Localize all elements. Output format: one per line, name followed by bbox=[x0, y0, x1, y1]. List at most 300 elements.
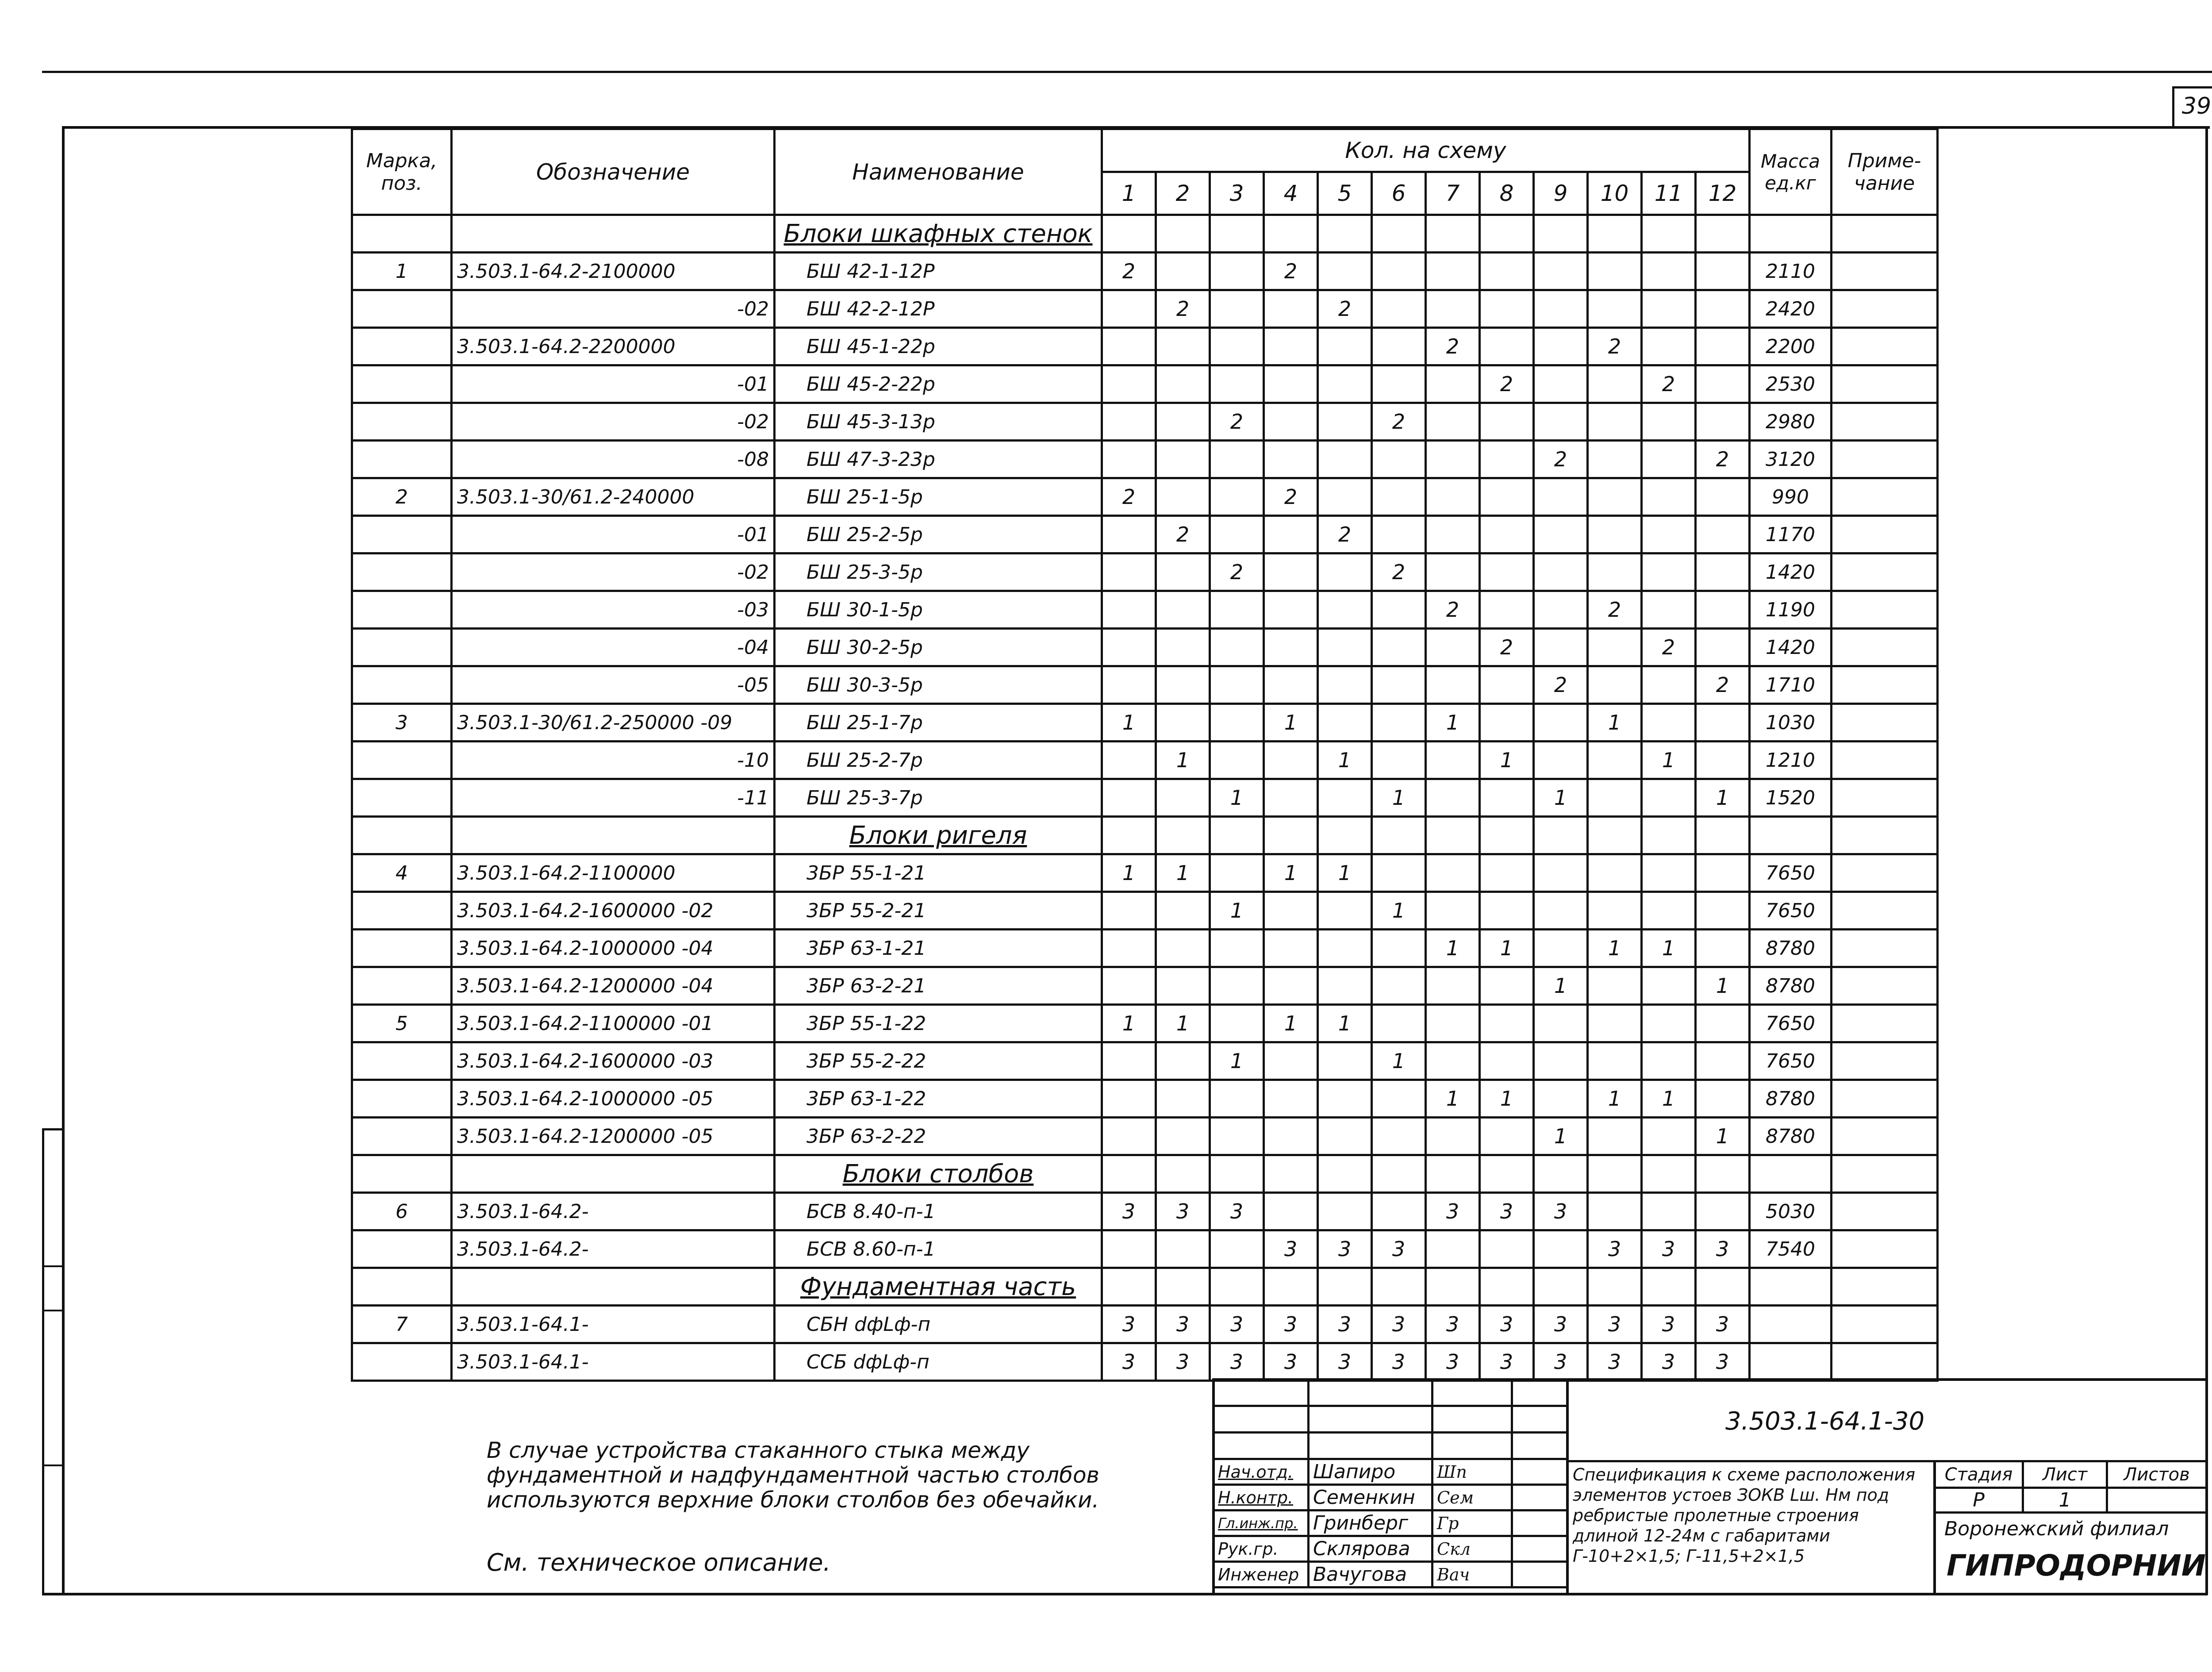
empty-cell bbox=[1642, 1155, 1696, 1193]
mass-cell: 1030 bbox=[1750, 704, 1832, 742]
header-mass: Масса ед.кг bbox=[1750, 129, 1832, 215]
note-cell bbox=[1832, 591, 1938, 629]
qty-cell: 3 bbox=[1588, 1230, 1642, 1268]
qty-cell bbox=[1318, 666, 1372, 704]
qty-cell: 3 bbox=[1102, 1306, 1156, 1343]
qty-cell: 1 bbox=[1156, 854, 1210, 892]
empty-cell bbox=[1588, 817, 1642, 854]
qty-cell bbox=[1696, 930, 1750, 967]
mass-cell: 8780 bbox=[1750, 1080, 1832, 1118]
frame-bottom bbox=[42, 1593, 2208, 1595]
empty-cell bbox=[1642, 215, 1696, 253]
note-cell bbox=[1832, 967, 1938, 1005]
qty-cell bbox=[1480, 1118, 1534, 1155]
qty-cell: 3 bbox=[1534, 1306, 1588, 1343]
scheme-number-cell: 5 bbox=[1318, 172, 1372, 215]
table-row bbox=[352, 1080, 1938, 1118]
role-name: Семенкин bbox=[1309, 1485, 1432, 1511]
qty-cell bbox=[1642, 516, 1696, 553]
qty-cell bbox=[1426, 253, 1480, 290]
empty-cell bbox=[1210, 215, 1264, 253]
qty-cell bbox=[1318, 1080, 1372, 1118]
qty-cell bbox=[1642, 253, 1696, 290]
qty-cell bbox=[1318, 553, 1372, 591]
qty-cell bbox=[1426, 742, 1480, 779]
table-row bbox=[352, 666, 1938, 704]
empty-cell bbox=[1156, 215, 1210, 253]
note-cell bbox=[1832, 441, 1938, 478]
designation-cell: 3.503.1-64.2-1100000 -01 bbox=[452, 1005, 775, 1042]
name-cell: БШ 25-1-5р bbox=[775, 478, 1102, 516]
empty-cell bbox=[1318, 817, 1372, 854]
qty-cell: 1 bbox=[1588, 704, 1642, 742]
scheme-number-cell: 2 bbox=[1156, 172, 1210, 215]
qty-cell: 3 bbox=[1210, 1193, 1264, 1230]
role-label: Инженер bbox=[1214, 1562, 1309, 1587]
qty-cell bbox=[1372, 591, 1426, 629]
qty-cell: 3 bbox=[1480, 1193, 1534, 1230]
empty-cell bbox=[1156, 817, 1210, 854]
empty-cell bbox=[1588, 215, 1642, 253]
qty-cell bbox=[1696, 403, 1750, 441]
qty-cell bbox=[1642, 666, 1696, 704]
mark-cell: 1 bbox=[352, 253, 452, 290]
qty-cell: 3 bbox=[1426, 1306, 1480, 1343]
mark-cell bbox=[352, 1042, 452, 1080]
qty-cell: 1 bbox=[1480, 742, 1534, 779]
note-cell bbox=[1832, 854, 1938, 892]
qty-cell bbox=[1426, 290, 1480, 328]
qty-cell bbox=[1480, 591, 1534, 629]
qty-cell bbox=[1588, 253, 1642, 290]
qty-cell bbox=[1480, 328, 1534, 365]
scheme-number-cell: 9 bbox=[1534, 172, 1588, 215]
empty-cell bbox=[1750, 215, 1832, 253]
qty-cell bbox=[1534, 930, 1588, 967]
qty-cell bbox=[1372, 854, 1426, 892]
role-row bbox=[1214, 1562, 1567, 1587]
qty-cell bbox=[1318, 629, 1372, 666]
qty-cell bbox=[1210, 290, 1264, 328]
qty-cell bbox=[1156, 591, 1210, 629]
qty-cell bbox=[1318, 967, 1372, 1005]
qty-cell bbox=[1696, 892, 1750, 930]
qty-cell bbox=[1426, 666, 1480, 704]
table-row bbox=[352, 290, 1938, 328]
mark-cell bbox=[352, 779, 452, 817]
section-row bbox=[352, 215, 1938, 253]
qty-cell bbox=[1588, 516, 1642, 553]
table-row bbox=[352, 403, 1938, 441]
qty-cell: 3 bbox=[1156, 1306, 1210, 1343]
empty-cell bbox=[1696, 1268, 1750, 1306]
name-cell: БШ 45-2-22р bbox=[775, 365, 1102, 403]
qty-cell bbox=[1264, 930, 1318, 967]
qty-cell bbox=[1318, 441, 1372, 478]
qty-cell bbox=[1102, 629, 1156, 666]
qty-cell bbox=[1210, 930, 1264, 967]
qty-cell bbox=[1372, 1193, 1426, 1230]
qty-cell: 3 bbox=[1264, 1306, 1318, 1343]
designation-cell: -11 bbox=[452, 779, 775, 817]
qty-cell bbox=[1264, 1193, 1318, 1230]
qty-cell bbox=[1426, 403, 1480, 441]
qty-cell bbox=[1102, 1230, 1156, 1268]
mark-cell bbox=[352, 629, 452, 666]
qty-cell bbox=[1588, 441, 1642, 478]
signature-table bbox=[1212, 1378, 1568, 1588]
qty-cell: 1 bbox=[1696, 779, 1750, 817]
mark-cell bbox=[352, 666, 452, 704]
table-row bbox=[352, 1230, 1938, 1268]
qty-cell: 2 bbox=[1264, 253, 1318, 290]
qty-cell bbox=[1372, 1118, 1426, 1155]
qty-cell bbox=[1318, 591, 1372, 629]
role-row bbox=[1214, 1459, 1567, 1485]
qty-cell bbox=[1642, 290, 1696, 328]
mark-cell bbox=[352, 328, 452, 365]
qty-cell: 1 bbox=[1696, 967, 1750, 1005]
mark-cell: 4 bbox=[352, 854, 452, 892]
designation-cell: 3.503.1-64.2-2100000 bbox=[452, 253, 775, 290]
qty-cell bbox=[1102, 591, 1156, 629]
empty-cell bbox=[1642, 817, 1696, 854]
scheme-number-cell: 11 bbox=[1642, 172, 1696, 215]
qty-cell bbox=[1534, 1230, 1588, 1268]
mass-cell: 7540 bbox=[1750, 1230, 1832, 1268]
designation-cell: -02 bbox=[452, 290, 775, 328]
left-strip-mid3 bbox=[42, 1464, 64, 1466]
name-cell: БШ 42-2-12Р bbox=[775, 290, 1102, 328]
empty-cell bbox=[1426, 1268, 1480, 1306]
table-row bbox=[352, 704, 1938, 742]
note-cell bbox=[1832, 516, 1938, 553]
name-cell: 3БР 55-2-21 bbox=[775, 892, 1102, 930]
qty-cell: 2 bbox=[1318, 516, 1372, 553]
empty-cell bbox=[1318, 1268, 1372, 1306]
designation-cell: 3.503.1-64.2- bbox=[452, 1193, 775, 1230]
qty-cell: 1 bbox=[1156, 742, 1210, 779]
empty-cell bbox=[1588, 1155, 1642, 1193]
table-row bbox=[352, 1042, 1938, 1080]
name-cell: БШ 47-3-23р bbox=[775, 441, 1102, 478]
qty-cell bbox=[1156, 629, 1210, 666]
qty-cell: 2 bbox=[1156, 516, 1210, 553]
mass-cell: 2110 bbox=[1750, 253, 1832, 290]
note-cell bbox=[1832, 742, 1938, 779]
section-title: Блоки столбов bbox=[775, 1155, 1102, 1193]
empty-cell bbox=[1480, 1268, 1534, 1306]
qty-cell bbox=[1588, 290, 1642, 328]
designation-cell: 3.503.1-64.1- bbox=[452, 1306, 775, 1343]
mark-cell bbox=[352, 403, 452, 441]
name-cell: БШ 30-3-5р bbox=[775, 666, 1102, 704]
qty-cell: 3 bbox=[1642, 1343, 1696, 1381]
signature: Сем bbox=[1432, 1485, 1512, 1511]
qty-cell bbox=[1534, 704, 1588, 742]
qty-cell bbox=[1588, 892, 1642, 930]
qty-cell: 3 bbox=[1534, 1343, 1588, 1381]
qty-cell bbox=[1534, 742, 1588, 779]
footnote-reference: См. техническое описание. bbox=[487, 1549, 831, 1576]
qty-cell bbox=[1426, 967, 1480, 1005]
qty-cell bbox=[1696, 328, 1750, 365]
qty-cell bbox=[1480, 779, 1534, 817]
document-title: Спецификация к схеме расположения элементов устоев ЗОКВ Lш. Нм под ребристые пролетные строения длиной 12-24м с габаритами Г-10+2×1,5; Г-11,5+2×1,5 bbox=[1573, 1465, 1916, 1566]
qty-cell: 2 bbox=[1480, 629, 1534, 666]
qty-cell bbox=[1264, 629, 1318, 666]
mass-cell: 1420 bbox=[1750, 629, 1832, 666]
designation-cell: 3.503.1-64.2-1600000 -02 bbox=[452, 892, 775, 930]
qty-cell bbox=[1480, 1230, 1534, 1268]
qty-cell bbox=[1426, 1230, 1480, 1268]
sheets-label: Листов bbox=[2107, 1461, 2207, 1488]
qty-cell bbox=[1534, 553, 1588, 591]
scheme-number-cell: 8 bbox=[1480, 172, 1534, 215]
empty-cell bbox=[1588, 1268, 1642, 1306]
note-cell bbox=[1832, 930, 1938, 967]
empty-cell bbox=[1426, 817, 1480, 854]
qty-cell bbox=[1534, 516, 1588, 553]
name-cell: БШ 30-2-5р bbox=[775, 629, 1102, 666]
qty-cell: 1 bbox=[1642, 1080, 1696, 1118]
designation-cell: 3.503.1-64.2-1100000 bbox=[452, 854, 775, 892]
qty-cell: 1 bbox=[1318, 854, 1372, 892]
mass-cell: 1210 bbox=[1750, 742, 1832, 779]
qty-cell: 3 bbox=[1318, 1306, 1372, 1343]
qty-cell bbox=[1696, 1005, 1750, 1042]
qty-cell bbox=[1156, 666, 1210, 704]
designation-cell: 3.503.1-30/61.2-240000 bbox=[452, 478, 775, 516]
qty-cell bbox=[1264, 591, 1318, 629]
header-qty-group: Кол. на схему bbox=[1102, 129, 1750, 172]
qty-cell bbox=[1696, 704, 1750, 742]
mass-cell bbox=[1750, 1306, 1832, 1343]
mass-cell: 2530 bbox=[1750, 365, 1832, 403]
qty-cell bbox=[1210, 441, 1264, 478]
top-rule bbox=[42, 71, 2212, 73]
note-cell bbox=[1832, 253, 1938, 290]
table-row bbox=[352, 930, 1938, 967]
qty-cell: 3 bbox=[1210, 1343, 1264, 1381]
qty-cell bbox=[1264, 290, 1318, 328]
note-cell bbox=[1832, 365, 1938, 403]
qty-cell bbox=[1642, 1118, 1696, 1155]
qty-cell bbox=[1372, 1005, 1426, 1042]
empty-cell bbox=[1102, 1268, 1156, 1306]
empty-cell bbox=[1696, 817, 1750, 854]
mass-cell: 1170 bbox=[1750, 516, 1832, 553]
qty-cell: 3 bbox=[1210, 1306, 1264, 1343]
note-cell bbox=[1832, 779, 1938, 817]
qty-cell bbox=[1372, 516, 1426, 553]
signature: Скл bbox=[1432, 1536, 1512, 1562]
name-cell: БШ 25-2-7р bbox=[775, 742, 1102, 779]
scheme-number-cell: 3 bbox=[1210, 172, 1264, 215]
empty-cell bbox=[1264, 1155, 1318, 1193]
qty-cell bbox=[1264, 1118, 1318, 1155]
qty-cell: 1 bbox=[1480, 1080, 1534, 1118]
name-cell: БШ 42-1-12Р bbox=[775, 253, 1102, 290]
qty-cell bbox=[1588, 742, 1642, 779]
mark-cell: 7 bbox=[352, 1306, 452, 1343]
scheme-number-cell: 7 bbox=[1426, 172, 1480, 215]
stage-value: Р bbox=[1935, 1488, 2023, 1513]
empty-cell bbox=[1210, 1268, 1264, 1306]
qty-cell: 1 bbox=[1264, 854, 1318, 892]
qty-cell bbox=[1372, 365, 1426, 403]
qty-cell bbox=[1642, 854, 1696, 892]
scheme-number-cell: 6 bbox=[1372, 172, 1426, 215]
qty-cell bbox=[1156, 930, 1210, 967]
qty-cell: 1 bbox=[1426, 704, 1480, 742]
mass-cell: 1520 bbox=[1750, 779, 1832, 817]
table-row bbox=[352, 629, 1938, 666]
mass-cell: 990 bbox=[1750, 478, 1832, 516]
mark-cell: 5 bbox=[352, 1005, 452, 1042]
qty-cell bbox=[1210, 854, 1264, 892]
qty-cell bbox=[1696, 1042, 1750, 1080]
stage-label: Стадия bbox=[1935, 1461, 2023, 1488]
name-cell: БШ 25-3-5р bbox=[775, 553, 1102, 591]
mark-cell bbox=[352, 1080, 452, 1118]
qty-cell: 3 bbox=[1642, 1306, 1696, 1343]
empty-cell bbox=[1210, 1155, 1264, 1193]
qty-cell bbox=[1156, 1042, 1210, 1080]
qty-cell bbox=[1318, 704, 1372, 742]
qty-cell: 2 bbox=[1534, 666, 1588, 704]
name-cell: 3БР 63-1-21 bbox=[775, 930, 1102, 967]
qty-cell bbox=[1480, 704, 1534, 742]
qty-cell bbox=[1210, 591, 1264, 629]
qty-cell bbox=[1210, 1118, 1264, 1155]
note-cell bbox=[1832, 290, 1938, 328]
qty-cell bbox=[1264, 328, 1318, 365]
qty-cell bbox=[1534, 365, 1588, 403]
qty-cell bbox=[1534, 892, 1588, 930]
name-cell: БШ 25-3-7р bbox=[775, 779, 1102, 817]
qty-cell: 2 bbox=[1102, 253, 1156, 290]
signature: Шп bbox=[1432, 1459, 1512, 1485]
mark-cell bbox=[352, 441, 452, 478]
qty-cell bbox=[1642, 1042, 1696, 1080]
qty-cell bbox=[1318, 478, 1372, 516]
header-row bbox=[352, 129, 1938, 172]
mass-cell: 2420 bbox=[1750, 290, 1832, 328]
qty-cell bbox=[1588, 1042, 1642, 1080]
mass-cell: 1420 bbox=[1750, 553, 1832, 591]
qty-cell bbox=[1102, 1118, 1156, 1155]
qty-cell bbox=[1372, 930, 1426, 967]
qty-cell: 1 bbox=[1102, 1005, 1156, 1042]
stage-table bbox=[1933, 1460, 2208, 1514]
qty-cell bbox=[1480, 854, 1534, 892]
qty-cell bbox=[1156, 478, 1210, 516]
header-mark: Марка, поз. bbox=[352, 129, 452, 215]
table-row bbox=[352, 1343, 1938, 1381]
qty-cell: 1 bbox=[1102, 854, 1156, 892]
role-row bbox=[1214, 1485, 1567, 1511]
qty-cell bbox=[1210, 704, 1264, 742]
note-cell bbox=[1832, 553, 1938, 591]
name-cell: 3БР 63-1-22 bbox=[775, 1080, 1102, 1118]
qty-cell: 3 bbox=[1264, 1343, 1318, 1381]
mark-cell bbox=[352, 967, 452, 1005]
designation-cell: 3.503.1-30/61.2-250000 -09 bbox=[452, 704, 775, 742]
table-row bbox=[352, 478, 1938, 516]
mark-cell bbox=[352, 930, 452, 967]
mark-cell bbox=[352, 742, 452, 779]
qty-cell: 3 bbox=[1102, 1343, 1156, 1381]
qty-cell bbox=[1264, 742, 1318, 779]
qty-cell bbox=[1642, 553, 1696, 591]
table-row bbox=[352, 328, 1938, 365]
qty-cell bbox=[1264, 516, 1318, 553]
qty-cell bbox=[1696, 553, 1750, 591]
table-row bbox=[352, 967, 1938, 1005]
empty-cell bbox=[1156, 1155, 1210, 1193]
qty-cell bbox=[1318, 1118, 1372, 1155]
section-title: Фундаментная часть bbox=[775, 1268, 1102, 1306]
role-name: Гринберг bbox=[1309, 1511, 1432, 1536]
role-row bbox=[1214, 1536, 1567, 1562]
qty-cell: 2 bbox=[1426, 328, 1480, 365]
empty-cell bbox=[1372, 817, 1426, 854]
qty-cell: 2 bbox=[1588, 591, 1642, 629]
qty-cell bbox=[1588, 1118, 1642, 1155]
role-label: Н.контр. bbox=[1214, 1485, 1309, 1511]
name-cell: БСВ 8.60-п-1 bbox=[775, 1230, 1102, 1268]
qty-cell bbox=[1210, 328, 1264, 365]
footnote-text: В случае устройства стаканного стыка между фундаментной и надфундаментной частью столбов используются верхние блоки столбов без обечайки. bbox=[487, 1438, 1100, 1513]
scheme-number-cell: 1 bbox=[1102, 172, 1156, 215]
qty-cell bbox=[1642, 1193, 1696, 1230]
qty-cell bbox=[1102, 742, 1156, 779]
empty-cell bbox=[1696, 1155, 1750, 1193]
qty-cell bbox=[1480, 290, 1534, 328]
titleblock-divider bbox=[1566, 1378, 1569, 1595]
note-cell bbox=[1832, 629, 1938, 666]
qty-cell bbox=[1372, 742, 1426, 779]
qty-cell bbox=[1372, 253, 1426, 290]
empty-cell bbox=[1832, 215, 1938, 253]
qty-cell bbox=[1210, 365, 1264, 403]
qty-cell bbox=[1102, 290, 1156, 328]
qty-cell bbox=[1318, 365, 1372, 403]
qty-cell bbox=[1534, 1080, 1588, 1118]
qty-cell bbox=[1156, 328, 1210, 365]
name-cell: 3БР 55-1-21 bbox=[775, 854, 1102, 892]
specification-body bbox=[352, 215, 1938, 1381]
frame-left bbox=[62, 126, 65, 1595]
mark-cell bbox=[352, 1230, 452, 1268]
qty-cell: 2 bbox=[1480, 365, 1534, 403]
qty-cell: 1 bbox=[1264, 704, 1318, 742]
qty-cell: 2 bbox=[1210, 403, 1264, 441]
qty-cell bbox=[1588, 1193, 1642, 1230]
qty-cell bbox=[1588, 779, 1642, 817]
role-row bbox=[1214, 1511, 1567, 1536]
qty-cell bbox=[1696, 478, 1750, 516]
table-row bbox=[352, 591, 1938, 629]
qty-cell bbox=[1210, 629, 1264, 666]
note-cell bbox=[1832, 666, 1938, 704]
qty-cell bbox=[1534, 253, 1588, 290]
qty-cell bbox=[1264, 967, 1318, 1005]
qty-cell bbox=[1318, 1042, 1372, 1080]
qty-cell bbox=[1534, 591, 1588, 629]
mark-cell: 6 bbox=[352, 1193, 452, 1230]
